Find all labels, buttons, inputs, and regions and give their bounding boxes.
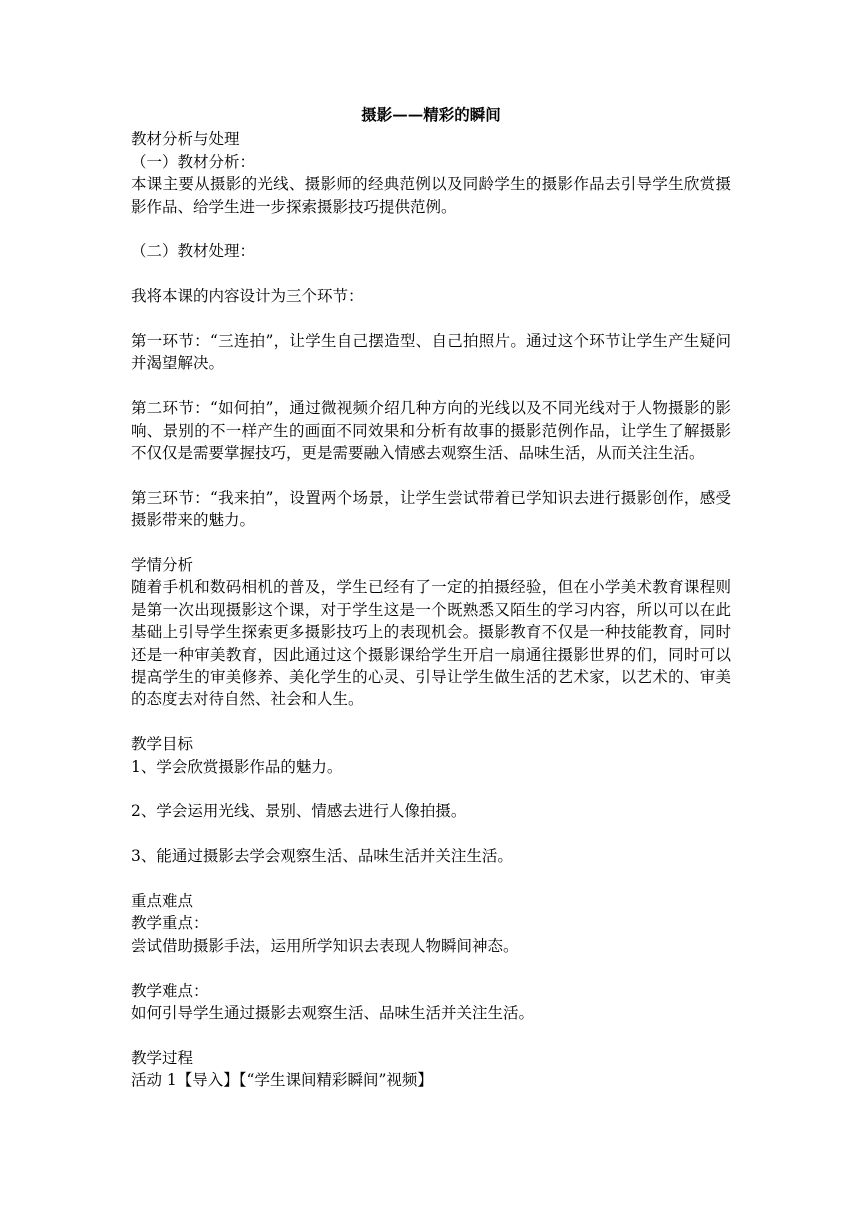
- spacer: [131, 868, 731, 890]
- goal-item-2: 2、学会运用光线、景别、情感去进行人像拍摄。: [131, 802, 467, 821]
- section-heading-material-analysis: 教材分析与处理: [131, 130, 240, 149]
- spacer: [131, 778, 731, 800]
- goal-item-1: 1、学会欣赏摄影作品的魅力。: [131, 757, 343, 776]
- subheading-material-handling: （二）教材处理：: [131, 242, 256, 261]
- section-heading-teaching-process: 教学过程: [131, 1048, 194, 1067]
- paragraph-key-point: 尝试借助摄影手法，运用所学知识去表现人物瞬间神态。: [131, 936, 519, 955]
- spacer: [131, 375, 731, 397]
- subheading-material-analysis: （一）教材分析：: [131, 152, 256, 171]
- document-title: 摄影——精彩的瞬间: [361, 105, 501, 124]
- activity-1: 活动 1【导入】【“学生课间精彩瞬间”视频】: [131, 1071, 433, 1090]
- spacer: [131, 823, 731, 845]
- document-body: [131, 104, 731, 1092]
- paragraph-design-intro: 我将本课的内容设计为三个环节：: [131, 287, 364, 306]
- label-difficulty: 教学难点：: [131, 981, 209, 1000]
- label-key-point: 教学重点：: [131, 914, 209, 933]
- paragraph-difficulty: 如何引导学生通过摄影去观察生活、品味生活并关注生活。: [131, 1004, 535, 1023]
- section-heading-student-analysis: 学情分析: [131, 556, 194, 575]
- paragraph-student-analysis: 随着手机和数码相机的普及，学生已经有了一定的拍摄经验，但在小学美术教育课程则是第一次出现摄影这个课，对于学生这是一个既熟悉又陌生的学习内容，所以可以在此基础上引导学生探索更多摄影技巧上的表现机会。摄影教育不仅是一种技能教育，同时还是一种审美教育，因此通过这个摄影课给学生开启一扇通往摄影世界的们，同时可以提高学生的审美修养、美化学生的心灵、引导让学生做生活的艺术家，以艺术的、审美的态度去对待自然、社会和人生。: [131, 578, 731, 709]
- spacer: [131, 957, 731, 979]
- goal-item-3: 3、能通过摄影去学会观察生活、品味生活并关注生活。: [131, 847, 513, 866]
- paragraph-step-3: 第三环节：“我来拍”，设置两个场景，让学生尝试带着已学知识去进行摄影创作，感受摄影带来的魅力。: [131, 488, 731, 530]
- spacer: [131, 308, 731, 330]
- spacer: [131, 532, 731, 554]
- paragraph-step-1: 第一环节：“三连拍”，让学生自己摆造型、自己拍照片。通过这个环节让学生产生疑问并渴望解决。: [131, 332, 731, 373]
- section-heading-key-points: 重点难点: [131, 892, 194, 911]
- spacer: [131, 218, 731, 240]
- section-heading-teaching-goals: 教学目标: [131, 735, 194, 754]
- spacer: [131, 263, 731, 285]
- spacer: [131, 1024, 731, 1046]
- paragraph-step-2: 第二环节：“如何拍”，通过微视频介绍几种方向的光线以及不同光线对于人物摄影的影响、景别的不一样产生的画面不同效果和分析有故事的摄影范例作品，让学生了解摄影不仅仅是需要掌握技巧，更是需要融入情感去观察生活、品味生活，从而关注生活。: [131, 399, 731, 463]
- spacer: [131, 464, 731, 486]
- paragraph-material-analysis: 本课主要从摄影的光线、摄影师的经典范例以及同龄学生的摄影作品去引导学生欣赏摄影作品、给学生进一步探索摄影技巧提供范例。: [131, 175, 731, 216]
- spacer: [131, 711, 731, 733]
